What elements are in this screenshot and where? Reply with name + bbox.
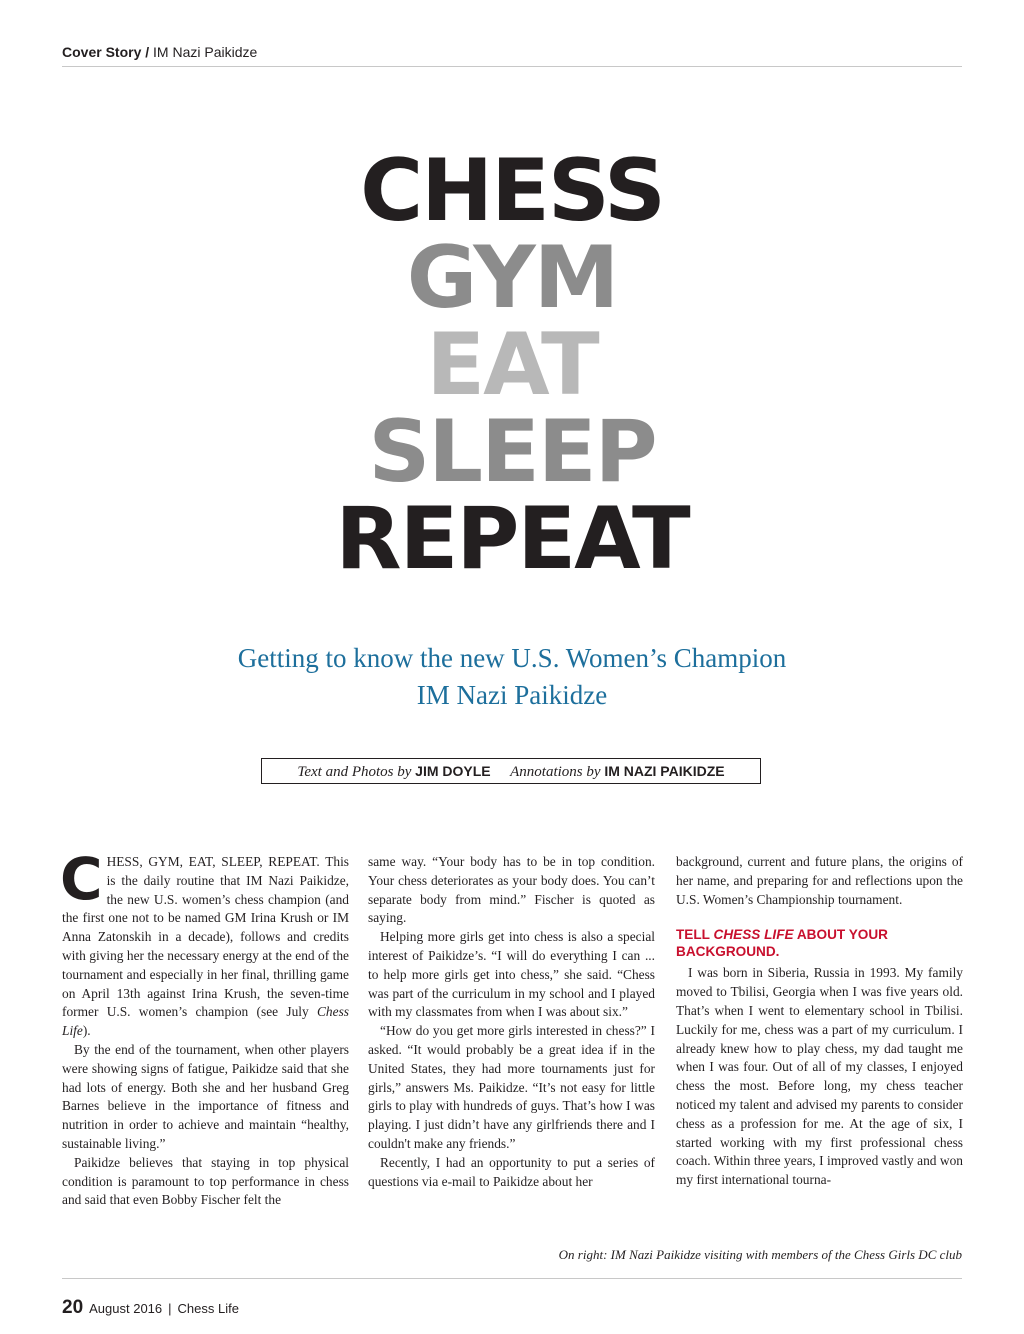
headline-line-repeat: REPEAT bbox=[335, 489, 689, 589]
question-heading: TELL CHESS LIFE ABOUT YOUR BACKGROUND. bbox=[676, 927, 888, 960]
running-head-subject: IM Nazi Paikidze bbox=[153, 44, 258, 60]
headline-line-eat: EAT bbox=[426, 315, 598, 415]
headline-line-gym: GYM bbox=[406, 228, 618, 328]
paragraph: Helping more girls get into chess is also a special interest of Paikidze’s. “I will do everything I can ... to help more girls get into chess,” she said. “Chess was part of the curriculum in my school and I played with my classmates from when I was about six.” bbox=[368, 929, 655, 1020]
top-divider bbox=[62, 66, 962, 67]
subtitle bbox=[62, 640, 962, 714]
subtitle-line-1: Getting to know the new U.S. Women’s Champion bbox=[237, 643, 787, 673]
footer-separator: | bbox=[168, 1301, 172, 1316]
paragraph: CHESS, GYM, EAT, SLEEP, REPEAT. This is the daily routine that IM Nazi Paikidze, the new U.S. women’s chess champion (and the first one not to be named GM Irina Krush or IM Anna Zatonskih in a decade), follows and credits with giving her the necessary energy at the end of the tournament and especially in her final, thrilling game on April 13th against Irina Krush, the seven-time former U.S. women’s champion (see July Chess Life). bbox=[60, 845, 349, 1039]
paragraph: Recently, I had an opportunity to put a series of questions via e-mail to Paikidze about her bbox=[368, 1154, 655, 1189]
section-label: Cover Story bbox=[62, 44, 142, 60]
paragraph: By the end of the tournament, when other players were showing signs of fatigue, Paikidze said that she had lots of energy. Both she and her husband Greg Barnes believe in the importance of fitness and nutrition in order to achieve and maintain “healthy, sustainable living.” bbox=[62, 1041, 349, 1151]
drop-cap: C bbox=[60, 845, 103, 913]
running-head bbox=[62, 44, 962, 60]
byline-box bbox=[261, 758, 761, 784]
byline-author: JIM DOYLE bbox=[415, 763, 491, 779]
photo-caption: On right: IM Nazi Paikidze visiting with members of the Chess Girls DC club bbox=[558, 1247, 962, 1262]
headline bbox=[62, 141, 962, 589]
subtitle-line-2: IM Nazi Paikidze bbox=[416, 680, 608, 710]
bottom-divider bbox=[62, 1278, 962, 1279]
issue-date: August 2016 bbox=[89, 1301, 163, 1316]
byline-text-label: Text and Photos by bbox=[297, 764, 412, 780]
byline-annotations-label: Annotations by bbox=[510, 764, 601, 780]
headline-line-sleep: SLEEP bbox=[368, 402, 656, 502]
paragraph: background, current and future plans, the origins of her name, and preparing for and reflections upon the U.S. Women’s Championship tournament. bbox=[676, 854, 963, 907]
page-number: 20 bbox=[62, 1297, 84, 1318]
paragraph: “How do you get more girls interested in chess?” I asked. “It would probably be a great idea if in the United States, they had more tournaments just for girls,” answers Ms. Paikidze. “It’s not easy for little girls to play with hundreds of guys. That’s how I was playing. I just didn’t have any girlfriends there and I couldn't make any friends.” bbox=[368, 1023, 655, 1151]
running-head-separator: / bbox=[145, 44, 150, 60]
magazine-name: Chess Life bbox=[177, 1301, 239, 1316]
article-column-1 bbox=[60, 845, 349, 1210]
paragraph: I was born in Siberia, Russia in 1993. My family moved to Tbilisi, Georgia when I was five years old. That’s when I went to elementary school in Tbilisi. Luckily for me, chess was a part of my curriculum. I already knew how to play chess, my dad taught me when I was four. Out of all of my classes, I enjoyed chess the most. Before long, my chess teacher noticed my talent and advised my parents to consider chess as a profession for me. At the age of six, I started working with my first professional chess coach. Within three years, I improved vastly and won my first international tourna- bbox=[676, 965, 963, 1188]
paragraph: same way. “Your body has to be in top condition. Your chess deteriorates as your body does. You can’t separate body from mind.” Fischer is quoted as saying. bbox=[368, 854, 655, 926]
headline-line-chess: CHESS bbox=[360, 141, 664, 241]
byline-annotator: IM NAZI PAIKIDZE bbox=[604, 763, 725, 779]
magazine-title: Chess Life bbox=[62, 1004, 349, 1039]
article-column-2 bbox=[368, 853, 655, 1191]
article-column-3 bbox=[676, 853, 963, 1190]
page-footer bbox=[62, 1297, 239, 1319]
paragraph: Paikidze believes that staying in top physical condition is paramount to top performance in chess and said that even Bobby Fischer felt the bbox=[62, 1154, 349, 1208]
